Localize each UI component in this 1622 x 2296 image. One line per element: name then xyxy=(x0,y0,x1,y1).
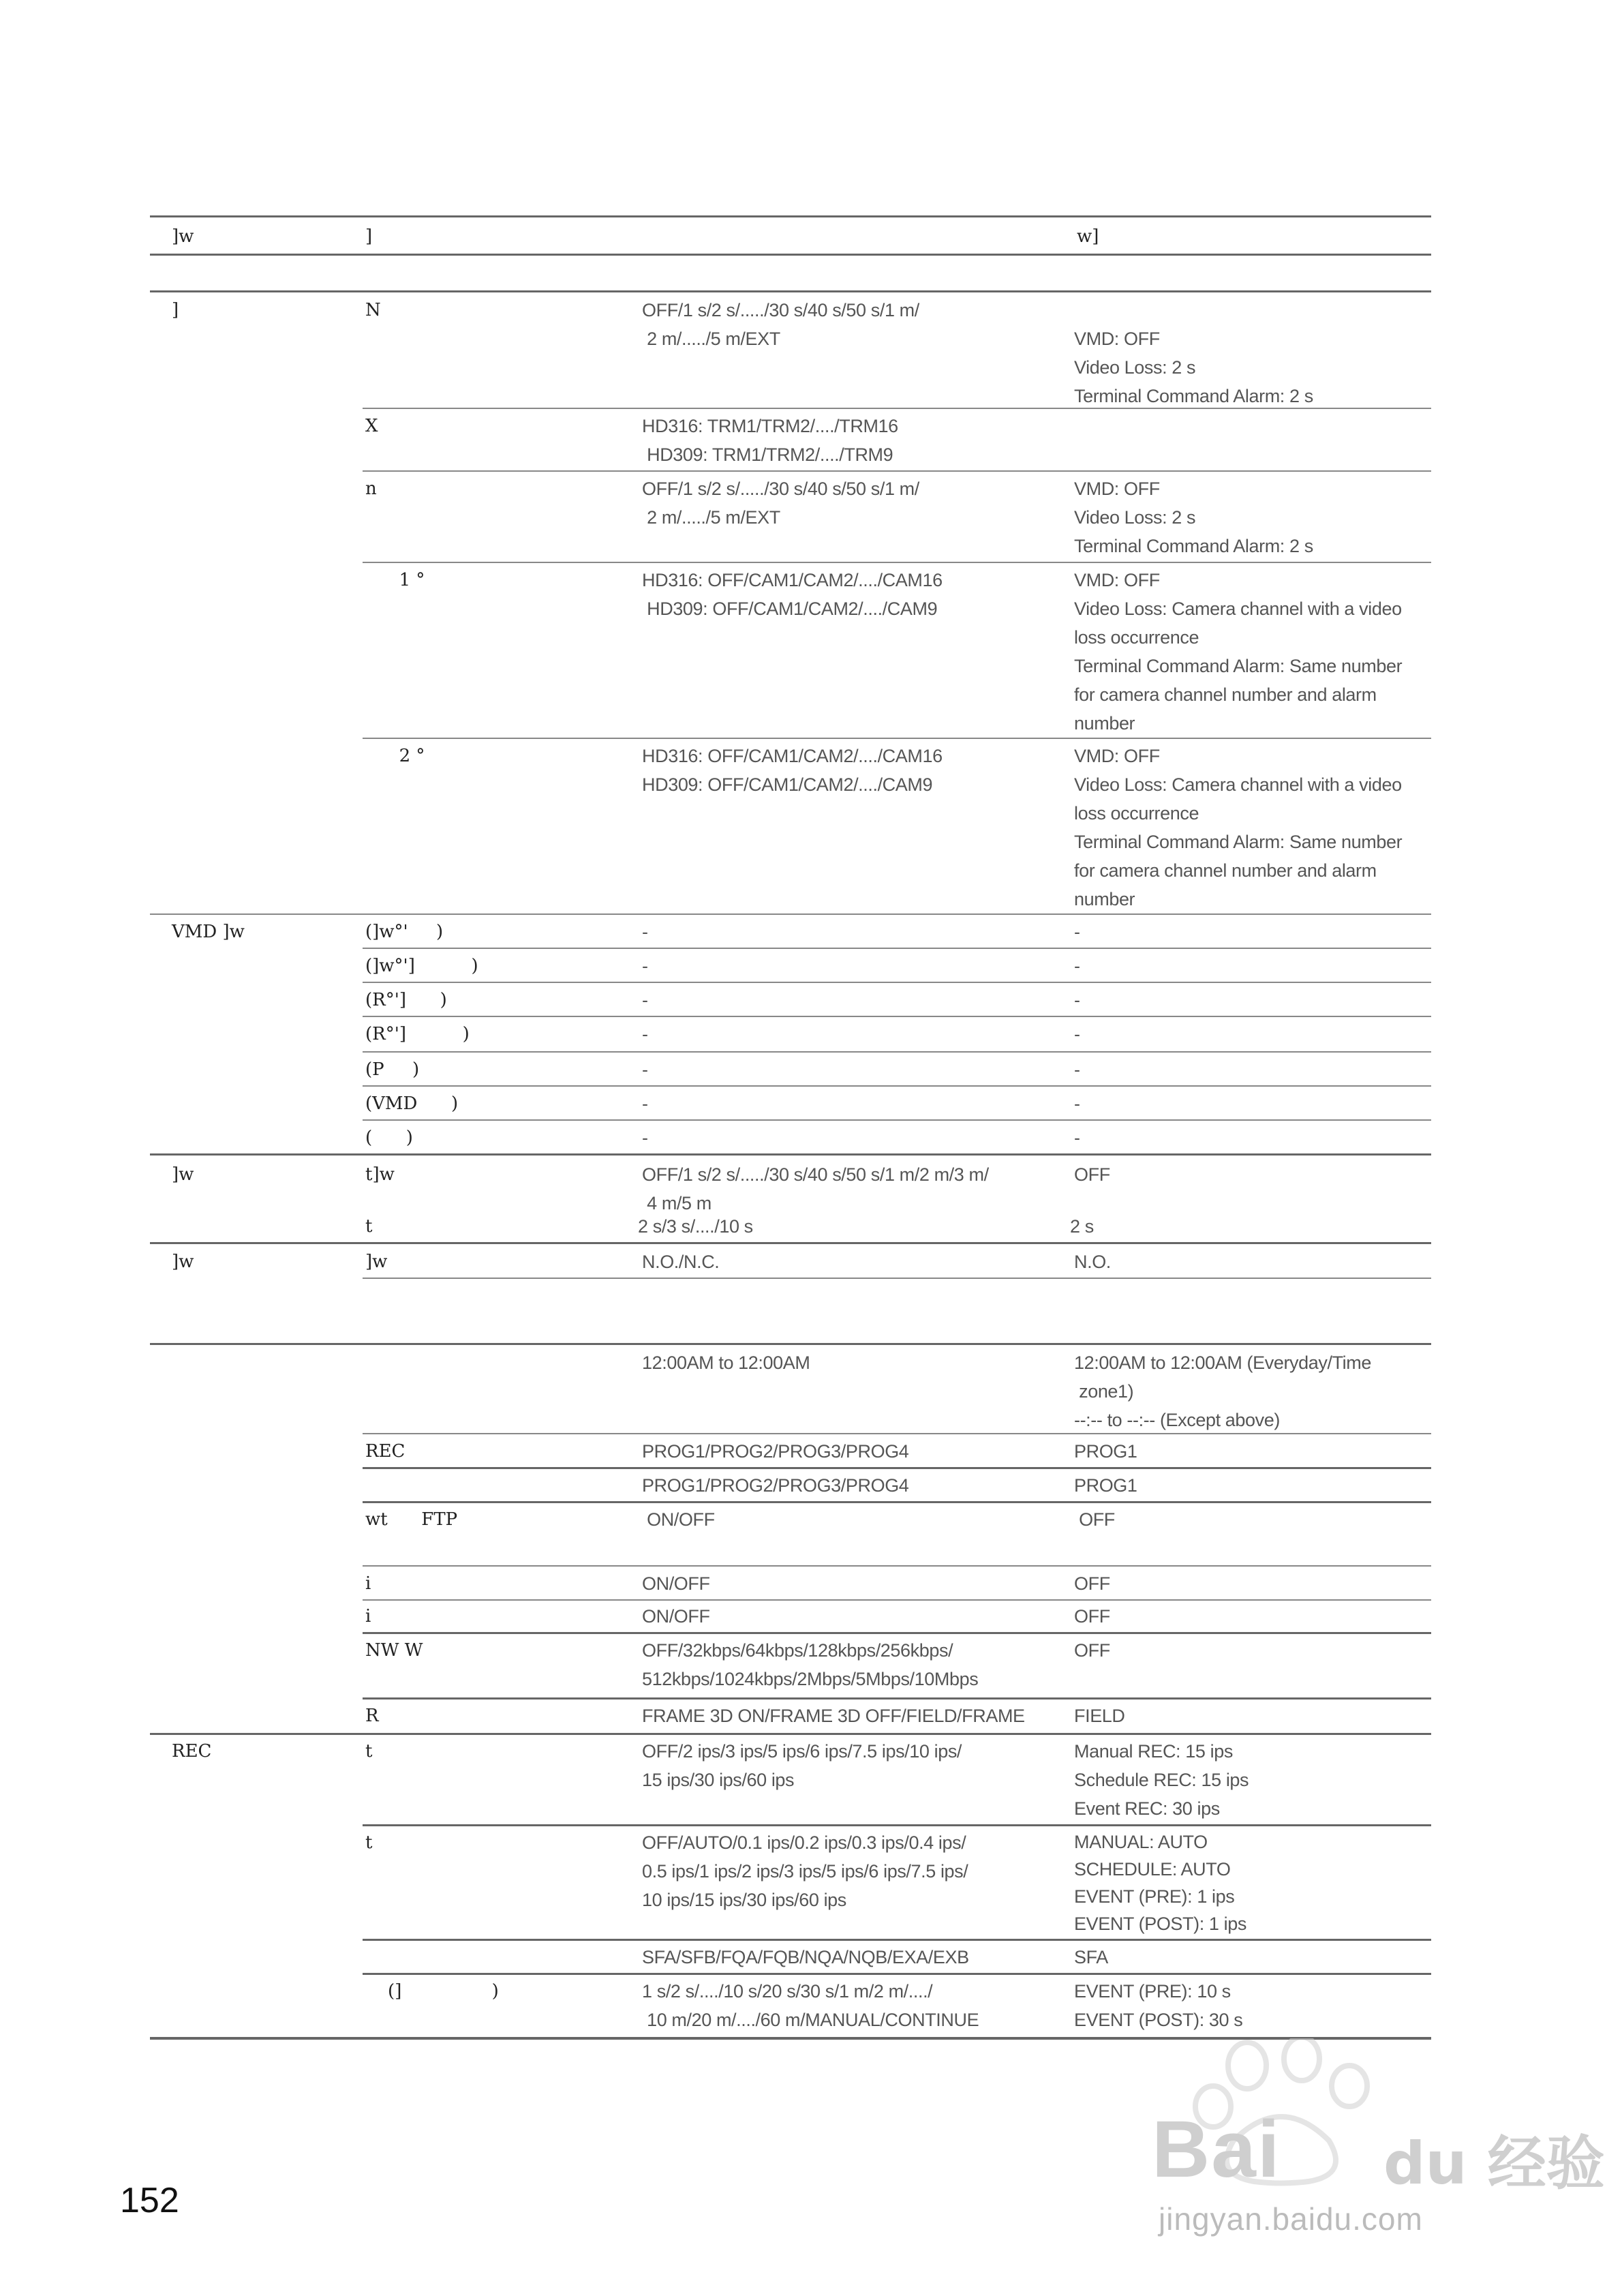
table-row-default: SFA xyxy=(1074,1947,1108,1967)
header-col1: ]w xyxy=(172,226,194,247)
table-row-default: VMD: OFF Video Loss: Camera channel with a video loss occurrence Terminal Command Alarm: Same number for camera channel number and alarm number xyxy=(1074,570,1403,734)
table-row-options: OFF/AUTO/0.1 ips/0.2 ips/0.3 ips/0.4 ips/ 0.5 ips/1 ips/2 ips/3 ips/5 ips/6 ips/7.5 ips/ 10 ips/15 ips/30 ips/60 ips xyxy=(642,1832,968,1910)
section-rule xyxy=(150,290,1431,292)
table-row-default: MANUAL: AUTO SCHEDULE: AUTO EVENT (PRE): 1 ips EVENT (POST): 1 ips xyxy=(1074,1832,1246,1934)
table-row-label: i xyxy=(365,1606,371,1627)
table-row-options: HD316: OFF/CAM1/CAM2/..../CAM16 HD309: OFF/CAM1/CAM2/..../CAM9 xyxy=(642,570,943,619)
row-divider xyxy=(363,1632,1431,1634)
row-divider xyxy=(363,1467,1431,1469)
table-row-options: - xyxy=(642,1128,648,1148)
table-row-options: PROG1/PROG2/PROG3/PROG4 xyxy=(642,1441,909,1462)
row-group-label: ]w xyxy=(172,1252,194,1272)
table-row-label: 1 ° xyxy=(365,570,425,590)
table-row-options: OFF/2 ips/3 ips/5 ips/6 ips/7.5 ips/10 ips/ 15 ips/30 ips/60 ips xyxy=(642,1741,962,1790)
table-row-default: PROG1 xyxy=(1074,1475,1137,1496)
table-row-options: 2 s/3 s/..../10 s xyxy=(638,1216,753,1237)
row-divider xyxy=(363,470,1431,472)
row-divider xyxy=(363,1565,1431,1567)
table-row-options: SFA/SFB/FQA/FQB/NQA/NQB/EXA/EXB xyxy=(642,1947,969,1967)
table-row-options: ON/OFF xyxy=(642,1509,715,1530)
table-row-label: t xyxy=(365,1832,373,1853)
table-row-label: (R°'] ) xyxy=(365,990,447,1010)
table-row-label: (R°'] ) xyxy=(365,1024,470,1044)
watermark-brand: Bai xyxy=(1152,2104,1281,2194)
table-row-default: PROG1 xyxy=(1074,1441,1137,1462)
table-row-label: t xyxy=(365,1741,373,1762)
table-row-default: - xyxy=(1074,1128,1080,1148)
row-group-label: REC xyxy=(172,1741,217,1762)
table-row-label: (VMD ) xyxy=(365,1093,459,1114)
table-row-default: N.O. xyxy=(1074,1252,1111,1272)
table-row-options: - xyxy=(642,990,648,1010)
table-row-default: OFF xyxy=(1074,1509,1115,1530)
table-row-default: Manual REC: 15 ips Schedule REC: 15 ips Event REC: 30 ips xyxy=(1074,1741,1249,1819)
row-divider xyxy=(363,1085,1431,1087)
row-divider xyxy=(363,1501,1431,1503)
table-row-default: OFF xyxy=(1074,1606,1110,1627)
table-row-default: VMD: OFF Video Loss: 2 s Terminal Command Alarm: 2 s xyxy=(1074,329,1313,406)
row-divider xyxy=(150,913,1431,915)
table-row-options: PROG1/PROG2/PROG3/PROG4 xyxy=(642,1475,909,1496)
table-row-options: - xyxy=(642,922,648,942)
table-row-label: i xyxy=(365,1573,371,1594)
table-row-default: - xyxy=(1074,956,1080,976)
table-row-label: wt FTP xyxy=(365,1509,458,1530)
table-top-rule xyxy=(150,215,1431,217)
table-row-options: OFF/32kbps/64kbps/128kbps/256kbps/ 512kbps/1024kbps/2Mbps/5Mbps/10Mbps xyxy=(642,1640,979,1689)
table-row-default: OFF xyxy=(1074,1640,1110,1661)
table-row-label: (P ) xyxy=(365,1059,420,1080)
row-divider xyxy=(363,1016,1431,1017)
table-row-label: (]w°' ) xyxy=(365,922,444,942)
table-row-default: - xyxy=(1074,922,1080,942)
table-row-default: FIELD xyxy=(1074,1706,1125,1726)
table-row-default: 2 s xyxy=(1070,1216,1094,1237)
table-row-label: 2 ° xyxy=(365,746,425,766)
table-row-label: (] ) xyxy=(365,1981,499,2002)
table-row-label: N xyxy=(365,300,381,320)
row-divider xyxy=(363,1278,1431,1279)
table-row-default: - xyxy=(1074,990,1080,1010)
table-row-label: R xyxy=(365,1706,379,1726)
row-divider xyxy=(363,562,1431,563)
header-rule xyxy=(150,254,1431,256)
table-row-options: OFF/1 s/2 s/...../30 s/40 s/50 s/1 m/ 2 m/...../5 m/EXT xyxy=(642,479,919,528)
table-row-label: ]w xyxy=(365,1252,388,1272)
table-row-label: X xyxy=(365,416,378,436)
table-row-label: REC xyxy=(365,1441,411,1462)
table-row-options: - xyxy=(642,1059,648,1080)
table-row-label: t xyxy=(365,1216,373,1237)
row-divider xyxy=(363,1973,1431,1975)
table-row-default: - xyxy=(1074,1024,1080,1044)
row-divider xyxy=(363,1599,1431,1601)
row-divider xyxy=(363,408,1431,409)
table-row-options: FRAME 3D ON/FRAME 3D OFF/FIELD/FRAME xyxy=(642,1706,1025,1726)
table-row-default: - xyxy=(1074,1059,1080,1080)
row-divider xyxy=(363,1824,1431,1826)
table-row-default: 12:00AM to 12:00AM (Everyday/Time zone1) --:-- to --:-- (Except above) xyxy=(1074,1353,1371,1430)
table-row-default: OFF xyxy=(1074,1164,1110,1185)
row-divider xyxy=(363,1697,1431,1700)
table-row-options: 12:00AM to 12:00AM xyxy=(642,1353,810,1373)
watermark-url: jingyan.baidu.com xyxy=(1159,2201,1423,2237)
table-row-default: OFF xyxy=(1074,1573,1110,1594)
table-row-default: VMD: OFF Video Loss: Camera channel with a video loss occurrence Terminal Command Alarm: Same number for camera channel number and alarm number xyxy=(1074,746,1403,909)
row-divider xyxy=(363,948,1431,949)
row-divider xyxy=(363,1051,1431,1053)
row-divider xyxy=(150,1733,1431,1735)
watermark-brand-suffix: du 经验 xyxy=(1383,2130,1605,2198)
row-group-label: ] xyxy=(172,300,179,320)
table-row-options: - xyxy=(642,1024,648,1044)
row-divider xyxy=(363,1433,1431,1434)
table-row-label: (]w°'] ) xyxy=(365,956,478,976)
table-row-label: n xyxy=(365,479,377,499)
page-number: 152 xyxy=(120,2181,179,2220)
table-row-options: N.O./N.C. xyxy=(642,1252,720,1272)
section-rule xyxy=(150,1343,1431,1345)
table-row-options: - xyxy=(642,956,648,976)
row-group-label: ]w xyxy=(172,1164,194,1185)
table-row-default: EVENT (PRE): 10 s EVENT (POST): 30 s xyxy=(1074,1981,1243,2030)
row-divider xyxy=(363,1119,1431,1121)
table-row-label: t]w xyxy=(365,1164,395,1185)
header-col4: w] xyxy=(1077,226,1099,247)
table-row-options: ON/OFF xyxy=(642,1606,710,1627)
table-row-options: 1 s/2 s/..../10 s/20 s/30 s/1 m/2 m/..../ 10 m/20 m/..../60 m/MANUAL/CONTINUE xyxy=(642,1981,979,2030)
table-row-options: OFF/1 s/2 s/...../30 s/40 s/50 s/1 m/ 2 m/...../5 m/EXT xyxy=(642,300,919,349)
row-divider xyxy=(150,1242,1431,1244)
table-row-options: OFF/1 s/2 s/...../30 s/40 s/50 s/1 m/2 m/3 m/ 4 m/5 m xyxy=(642,1164,989,1213)
table-row-default: - xyxy=(1074,1093,1080,1114)
table-row-options: - xyxy=(642,1093,648,1114)
table-row-label: ( ) xyxy=(365,1128,413,1148)
row-divider xyxy=(363,738,1431,739)
table-row-options: HD316: TRM1/TRM2/..../TRM16 HD309: TRM1/TRM2/..../TRM9 xyxy=(642,416,898,465)
table-row-options: ON/OFF xyxy=(642,1573,710,1594)
row-divider xyxy=(363,982,1431,983)
row-divider xyxy=(363,1939,1431,1941)
header-col2: ] xyxy=(365,226,373,247)
table-row-options: HD316: OFF/CAM1/CAM2/..../CAM16 HD309: OFF/CAM1/CAM2/..../CAM9 xyxy=(642,746,943,795)
table-row-default: VMD: OFF Video Loss: 2 s Terminal Command Alarm: 2 s xyxy=(1074,479,1313,556)
row-divider xyxy=(150,1153,1431,1155)
row-group-label: VMD ]w xyxy=(172,922,245,942)
table-row-label: NW W xyxy=(365,1640,423,1661)
